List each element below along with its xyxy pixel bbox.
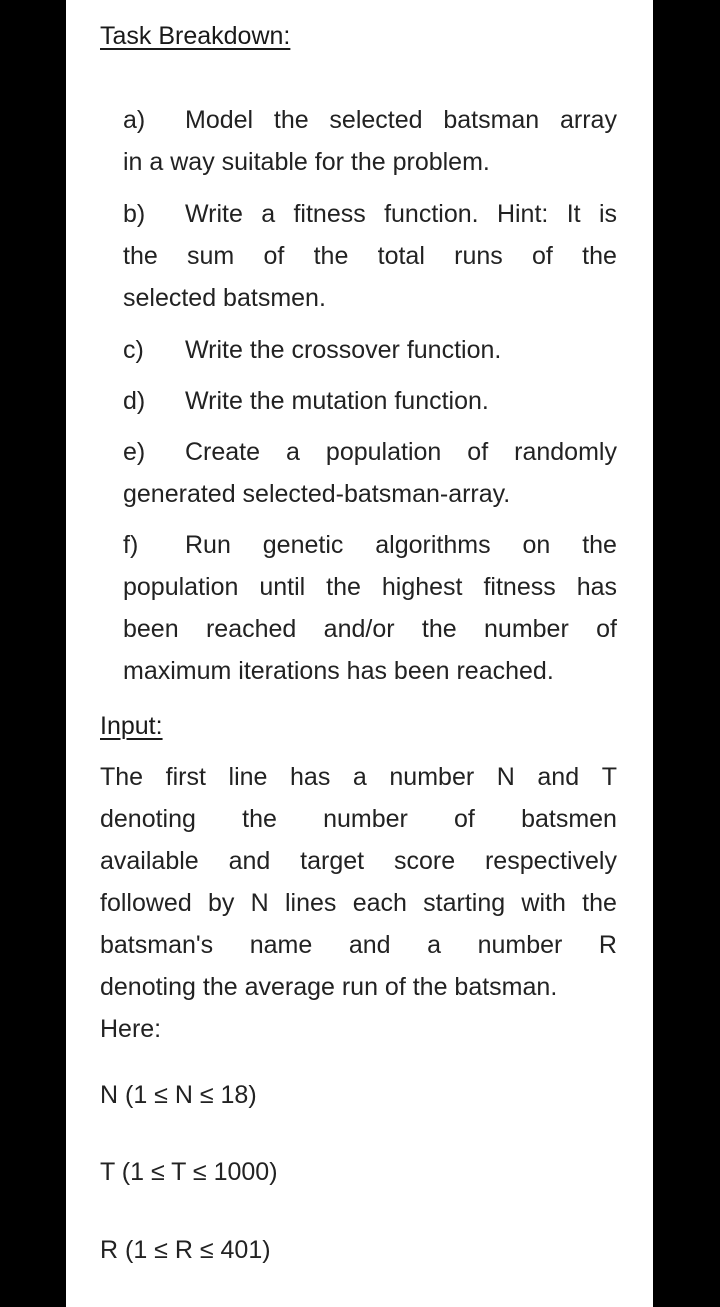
task-item-line: Run genetic algorithms on the: [185, 531, 617, 559]
input-paragraph-line: denoting the average run of the batsman.: [100, 973, 558, 1001]
task-breakdown-heading: Task Breakdown:: [100, 22, 291, 50]
task-item-marker: c): [123, 336, 144, 364]
constraint-t: T (1 ≤ T ≤ 1000): [100, 1158, 278, 1186]
input-paragraph-line: followed by N lines each starting with the: [100, 889, 617, 917]
task-item-e: [123, 438, 617, 467]
task-item-marker: d): [123, 387, 146, 415]
task-item-f: [123, 531, 617, 560]
task-item-b: [123, 200, 617, 229]
task-item-marker: e): [123, 438, 146, 466]
task-item-a: [123, 106, 617, 135]
input-heading: Input:: [100, 712, 163, 740]
input-paragraph-line: available and target score respectively: [100, 847, 617, 875]
task-item-line: Write the mutation function.: [185, 387, 489, 415]
task-item-line: maximum iterations has been reached.: [123, 657, 554, 685]
task-item-line: Write the crossover function.: [185, 336, 502, 364]
task-item-d: [123, 387, 617, 416]
constraint-n: N (1 ≤ N ≤ 18): [100, 1081, 257, 1109]
constraint-r: R (1 ≤ R ≤ 401): [100, 1236, 271, 1264]
input-paragraph-line: denoting the number of batsmen: [100, 805, 617, 833]
task-item-line: Write a fitness function. Hint: It is: [185, 200, 617, 228]
task-item-marker: a): [123, 106, 146, 134]
task-item-line: Create a population of randomly: [185, 438, 617, 466]
task-item-line: generated selected-batsman-array.: [123, 480, 511, 508]
task-item-line: selected batsmen.: [123, 284, 326, 312]
input-paragraph-line: Here:: [100, 1015, 162, 1043]
task-item-line: been reached and/or the number of: [123, 615, 617, 643]
task-item-marker: f): [123, 531, 139, 559]
task-item-line: the sum of the total runs of the: [123, 242, 617, 270]
input-paragraph-line: batsman's name and a number R: [100, 931, 617, 959]
document-page: [66, 0, 653, 1307]
task-item-line: in a way suitable for the problem.: [123, 148, 490, 176]
task-item-line: Model the selected batsman array: [185, 106, 617, 134]
input-paragraph-line: The first line has a number N and T: [100, 763, 617, 791]
task-item-c: [123, 336, 617, 365]
task-item-line: population until the highest fitness has: [123, 573, 617, 601]
task-item-marker: b): [123, 200, 146, 228]
